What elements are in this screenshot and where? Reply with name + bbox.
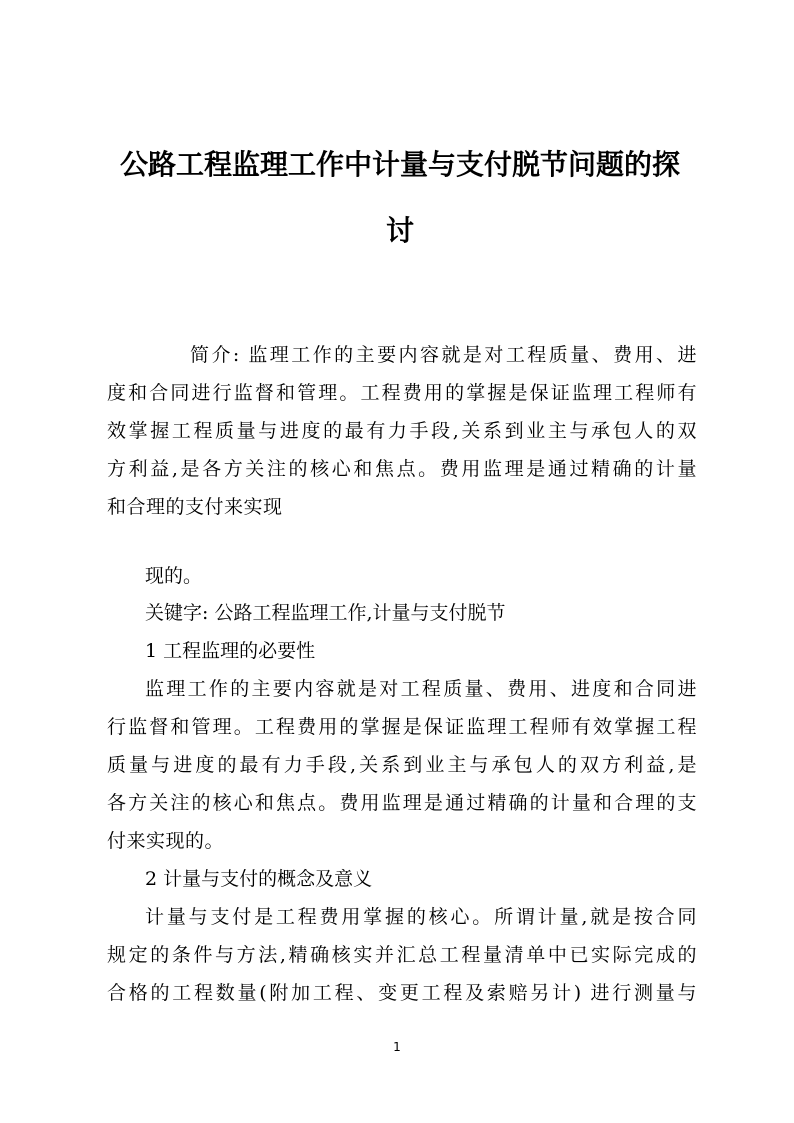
abstract-line: 度和合同进行监督和管理。工程费用的掌握是保证监理工程师有 (107, 382, 697, 404)
section-heading-1: 1 工程监理的必要性 (145, 640, 316, 662)
document-title-line-2: 讨 (385, 214, 414, 247)
abstract-line: 和合理的支付来实现 (107, 496, 283, 518)
paragraph-line: 各方关注的核心和焦点。费用监理是通过精确的计量和合理的支 (107, 792, 697, 814)
section-2-paragraph (107, 898, 697, 1012)
paragraph-line: 合格的工程数量(附加工程、变更工程及索赔另计) 进行测量与 (107, 982, 697, 1004)
abstract-paragraph (107, 336, 697, 526)
paragraph-line: 规定的条件与方法,精确核实并汇总工程量清单中已实际完成的 (107, 944, 697, 966)
paragraph-line: 行监督和管理。工程费用的掌握是保证监理工程师有效掌握工程 (107, 716, 697, 738)
paragraph-line: 计量与支付是工程费用掌握的核心。所谓计量,就是按合同 (145, 906, 697, 928)
section-heading-2: 2 计量与支付的概念及意义 (145, 868, 373, 890)
abstract-line: 效掌握工程质量与进度的最有力手段,关系到业主与承包人的双 (107, 420, 697, 442)
keywords-line: 关键字: 公路工程监理工作,计量与支付脱节 (145, 602, 506, 624)
abstract-line: 简介: 监理工作的主要内容就是对工程质量、费用、进 (190, 344, 697, 366)
abstract-line: 方利益,是各方关注的核心和焦点。费用监理是通过精确的计量 (107, 458, 697, 480)
paragraph-line: 监理工作的主要内容就是对工程质量、费用、进度和合同进 (145, 678, 697, 700)
continuation-text: 现的。 (145, 565, 203, 587)
paragraph-line: 质量与进度的最有力手段,关系到业主与承包人的双方利益,是 (107, 754, 697, 776)
paragraph-line: 付来实现的。 (107, 830, 225, 852)
document-title-line-1: 公路工程监理工作中计量与支付脱节问题的探 (119, 148, 680, 181)
section-1-paragraph (107, 670, 697, 860)
page-number: 1 (393, 1040, 401, 1054)
